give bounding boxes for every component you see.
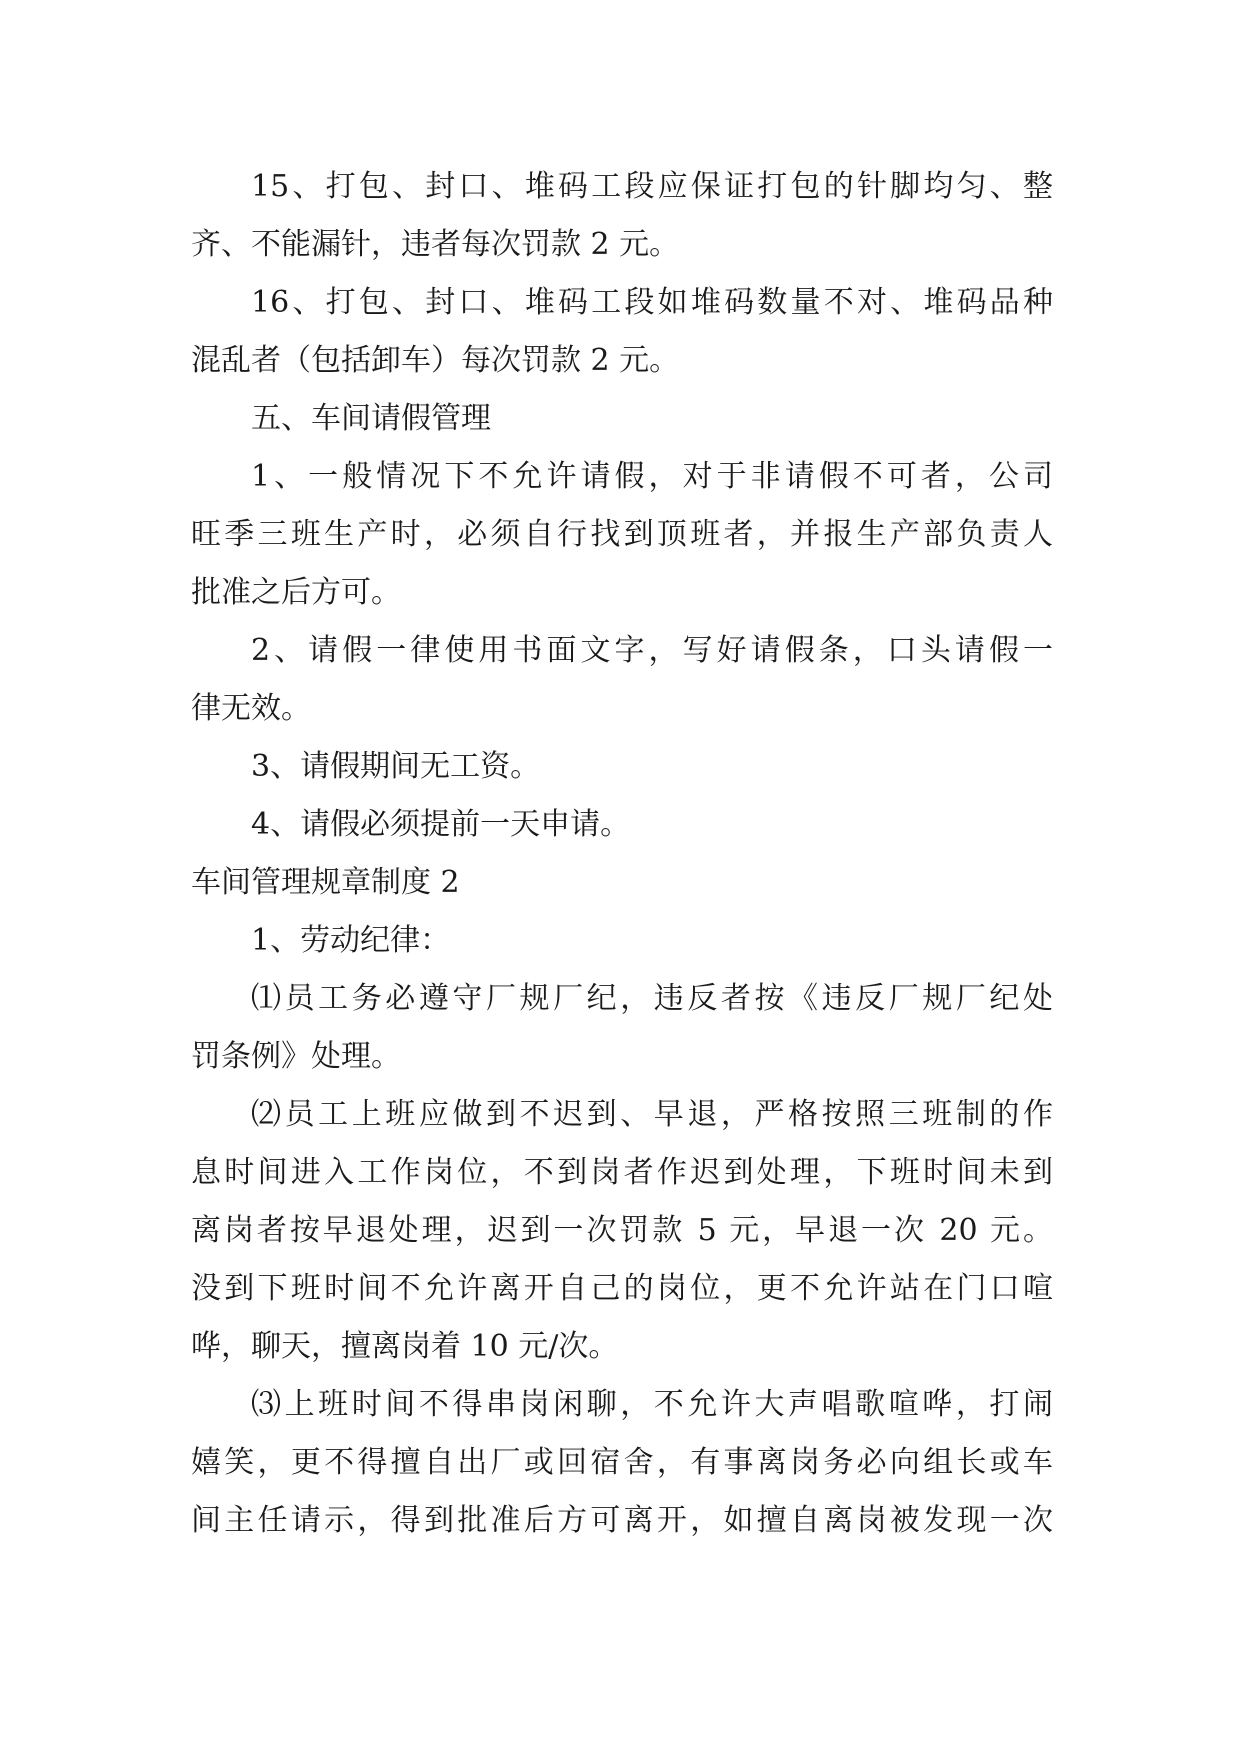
document-body	[191, 158, 1053, 1550]
section-heading: 1、劳动纪律：	[251, 923, 451, 958]
text-line: 律无效。	[191, 691, 311, 726]
text-line: ⑴员工务必遵守厂规厂纪，违反者按《违反厂规厂纪处	[251, 981, 1053, 1016]
document-subtitle: 车间管理规章制度 2	[191, 865, 460, 900]
text-line: 齐、不能漏针，违者每次罚款 2 元。	[191, 227, 680, 262]
text-line: 旺季三班生产时，必须自行找到顶班者，并报生产部负责人	[191, 517, 1053, 552]
text-line: 间主任请示，得到批准后方可离开，如擅自离岗被发现一次	[191, 1503, 1053, 1538]
text-line: 16、打包、封口、堆码工段如堆码数量不对、堆码品种	[251, 285, 1053, 320]
text-line: 没到下班时间不允许离开自己的岗位，更不允许站在门口喧	[191, 1271, 1053, 1306]
text-line: 3、请假期间无工资。	[251, 749, 541, 784]
text-line: 混乱者（包括卸车）每次罚款 2 元。	[191, 343, 680, 378]
text-line: 息时间进入工作岗位，不到岗者作迟到处理，下班时间未到	[191, 1155, 1053, 1190]
text-line: 罚条例》处理。	[191, 1039, 401, 1074]
text-line: ⑶上班时间不得串岗闲聊，不允许大声唱歌喧哗，打闹	[251, 1387, 1053, 1422]
section-heading: 五、车间请假管理	[251, 401, 491, 436]
text-line: 15、打包、封口、堆码工段应保证打包的针脚均匀、整	[251, 169, 1053, 204]
text-line: 2、请假一律使用书面文字，写好请假条，口头请假一	[251, 633, 1053, 668]
text-line: 离岗者按早退处理，迟到一次罚款 5 元，早退一次 20 元。	[191, 1213, 1053, 1248]
text-line: 1、一般情况下不允许请假，对于非请假不可者，公司	[251, 459, 1053, 494]
text-line: ⑵员工上班应做到不迟到、早退，严格按照三班制的作	[251, 1097, 1053, 1132]
text-line: 批准之后方可。	[191, 575, 401, 610]
text-line: 哗，聊天，擅离岗着 10 元/次。	[191, 1329, 619, 1364]
text-line: 4、请假必须提前一天申请。	[251, 807, 631, 842]
text-line: 嬉笑，更不得擅自出厂或回宿舍，有事离岗务必向组长或车	[191, 1445, 1053, 1480]
